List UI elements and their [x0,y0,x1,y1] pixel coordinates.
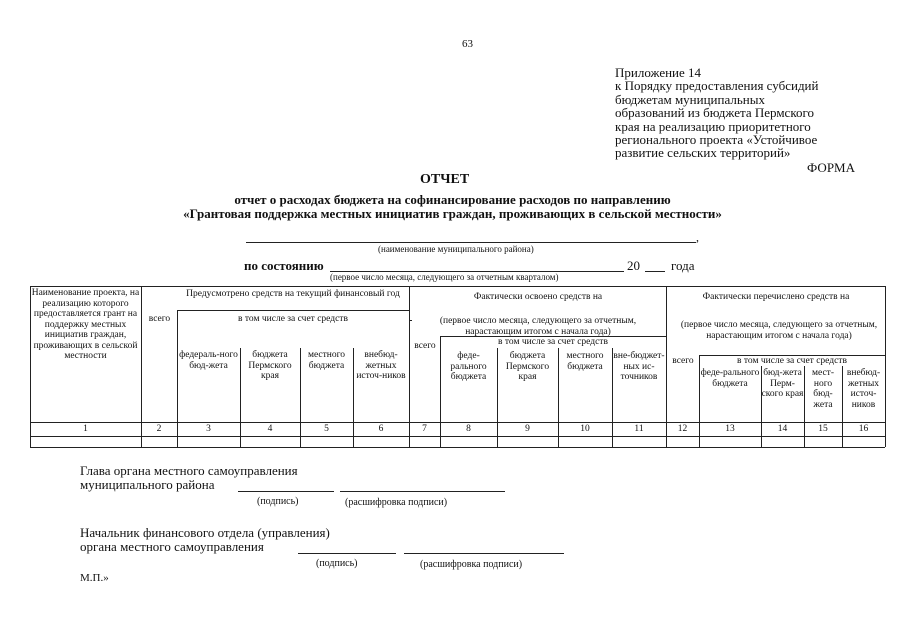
table-col-divider [141,286,142,447]
appendix-line: бюджетам муниципальных [615,91,765,107]
report-title-line2: «Грантовая поддержка местных инициатив граждан, проживающих в сельской местности» [183,206,722,221]
group1-sub-header: внебюд-жетных источ-ников [356,350,406,381]
column-number: 13 [725,424,735,434]
stamp-mark: М.П.» [80,572,109,584]
municipality-caption: (наименование муниципального района) [378,244,534,254]
finance-decode-caption: (расшифровка подписи) [420,559,523,570]
column-number: 12 [677,424,688,434]
municipality-field[interactable] [246,242,696,243]
appendix-line: образований из бюджета Пермского [615,105,814,121]
table-border-right [885,286,886,447]
group3-sub-header: внебюд-жетных источ-ников [846,368,881,410]
column-number: 16 [858,424,869,434]
table-col-divider [409,286,410,447]
group3-header: Фактически перечислено средств на [702,292,850,302]
group1-header: Предусмотрено средств на текущий финансовый год [186,289,400,299]
column-number: 9 [525,424,530,434]
group3-sub-header: бюд-жета Перм-ского края [761,368,804,399]
column-number: 5 [324,424,329,434]
report-title-line1: отчет о расходах бюджета на софинансирование расходов по направлению [234,192,671,207]
table-col-divider [666,286,667,447]
column-number: 14 [777,424,788,434]
table-rule [177,310,409,311]
group2-sub-header: феде-рального бюджета [450,351,487,382]
finance-signature-field[interactable] [298,553,396,554]
group1-sub-header: местного бюджета [307,350,346,371]
head-signature-field[interactable] [238,491,334,492]
appendix-line: края на реализацию приоритетного [615,118,811,134]
appendix-line: Приложение 14 [615,65,702,80]
report-heading: ОТЧЕТ [420,172,470,187]
head-signature-title-line2: муниципального района [80,477,215,492]
appendix-line: к Порядку предоставления субсидий [615,78,819,94]
municipality-comma: , [696,230,699,244]
table-border-top [30,286,885,287]
group2-note: (первое число месяца, следующего за отчетным, нарастающим итогом с начала года) [439,316,637,337]
group2-header: Фактически освоено средств на [473,292,603,302]
column-number: 7 [422,424,427,434]
finance-signature-title-line2: органа местного самоуправления [80,539,264,554]
column-number: 11 [634,424,644,434]
head-name-field[interactable] [340,491,505,492]
group2-total-header: всего [414,341,436,351]
as-of-year-field[interactable] [645,271,665,272]
column-number: 6 [378,424,384,434]
appendix-line: развитие сельских территорий» [615,145,791,161]
table-rule [30,436,885,437]
head-decode-caption: (расшифровка подписи) [345,497,448,508]
column-number: 4 [267,424,273,434]
column-number: 15 [818,424,828,434]
appendix-block [615,66,875,160]
finance-signature-title-line1: Начальник финансового отдела (управления) [80,525,330,540]
column-number: 10 [580,424,590,434]
group1-incl-header: в том числе за счет средств [238,314,348,324]
column-number: 1 [83,424,88,434]
group3-total-header: всего [672,356,694,366]
column-number: 8 [466,424,471,434]
group1-total-header: всего [148,314,171,324]
as-of-year-suffix: года [671,258,695,273]
column-number: 2 [156,424,162,434]
group2-sub-header: местного бюджета [566,351,604,372]
head-signature-title-line1: Глава органа местного самоуправления [80,463,298,478]
group1-sub-header: бюджета Пермского края [248,350,292,381]
as-of-caption: (первое число месяца, следующего за отчетным кварталом) [330,272,559,282]
appendix-line: регионального проекта «Устойчивое [615,132,818,148]
table-border-bottom [30,447,885,448]
finance-name-field[interactable] [404,553,564,554]
finance-sign-caption: (подпись) [316,558,358,569]
group2-sub-header: бюджета Пермского края [505,351,550,382]
form-label: ФОРМА [807,160,855,175]
col-project-header: Наименование проекта, на реализацию которого предоставляется грант на поддержку местных инициатив граждан, проживающих в сельской местности [31,288,140,361]
as-of-year-prefix: 20 [627,258,640,273]
group1-sub-header: федераль-ного бюд-жета [179,350,238,371]
group3-sub-header: феде-рального бюджета [700,368,760,389]
page-number: 63 [462,38,473,50]
report-table [30,286,885,448]
column-number: 3 [206,424,211,434]
group3-note: (первое число месяца, следующего за отчетным, нарастающим итогом с начала года) [680,320,878,341]
table-rule [30,422,885,423]
group3-incl-header: в том числе за счет средств [737,356,847,366]
group2-sub-header: вне-бюджет-ных ис-точников [613,351,665,382]
group2-incl-header: в том числе за счет средств [498,337,608,347]
group3-sub-header: мест-ного бюд-жета [812,368,834,410]
as-of-label: по состоянию [244,258,324,273]
head-sign-caption: (подпись) [257,496,299,507]
